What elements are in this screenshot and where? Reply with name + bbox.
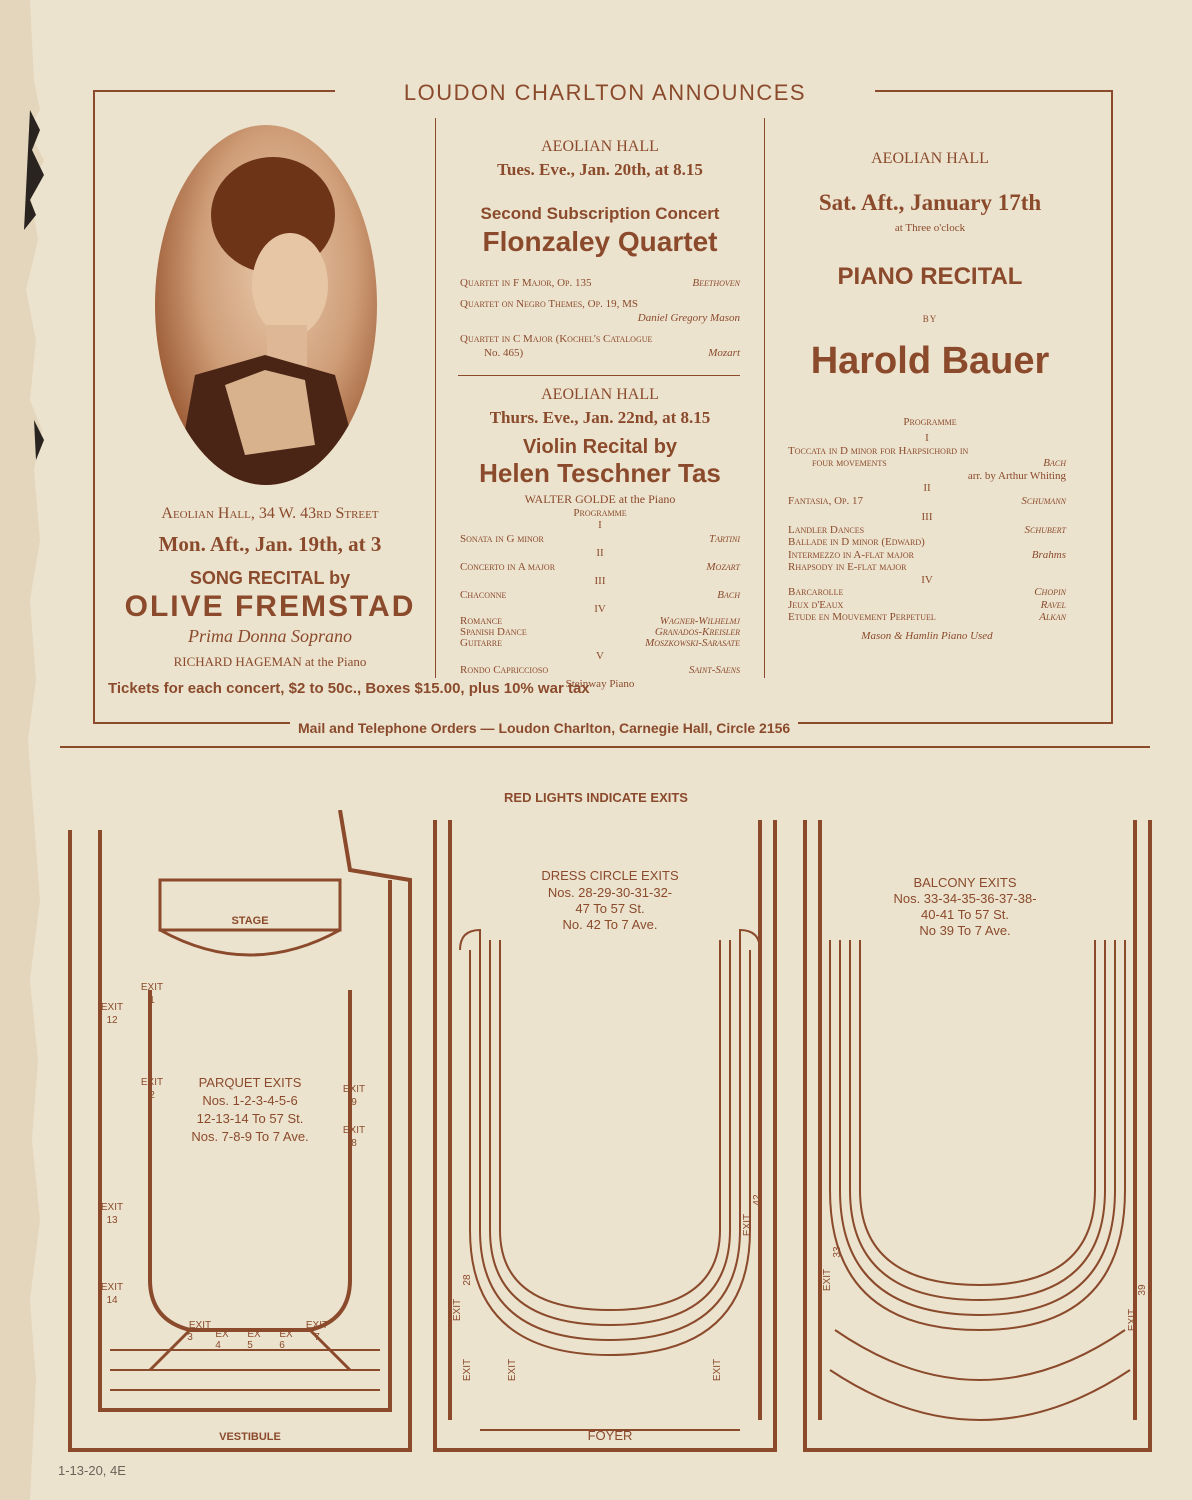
m2-composer-4c: Moszkowski-Sarasate xyxy=(645,637,740,649)
middle1-date: Tues. Eve., Jan. 20th, at 8.15 xyxy=(497,160,703,179)
right-date: Sat. Aft., January 17th xyxy=(818,190,1042,215)
svg-text:28: 28 xyxy=(462,1274,473,1286)
exit-label-30: EXIT xyxy=(507,1358,518,1382)
left-event: SONG RECITAL by xyxy=(189,568,351,588)
m2-composer-4a: Wagner-Wilhelmj xyxy=(659,615,740,627)
dress-circle-line-3: No. 42 To 7 Ave. xyxy=(562,917,658,932)
right-artist: Harold Bauer xyxy=(810,340,1050,382)
m2-num-1: I xyxy=(598,519,602,531)
r-piece-4c: Etude en Mouvement Perpetuel xyxy=(788,611,936,623)
r-piece-4b: Jeux d'Eaux xyxy=(788,598,844,611)
exit-label-31: EXIT xyxy=(712,1358,723,1382)
ex-label-5: EX xyxy=(247,1329,261,1340)
exit-label-8: EXIT xyxy=(342,1125,366,1136)
column-divider-left xyxy=(435,118,436,678)
r-piece-4a: Barcarolle xyxy=(788,586,844,598)
r-num-1: I xyxy=(925,432,929,444)
balcony-title: BALCONY EXITS xyxy=(913,875,1017,890)
m2-piece-4b: Spanish Dance xyxy=(460,626,527,638)
middle1-event: Second Subscription Concert xyxy=(480,204,720,223)
r-composer-1: Bach xyxy=(1043,457,1066,469)
right-programme xyxy=(788,432,1066,642)
exit-label-1: EXIT xyxy=(140,982,164,993)
balcony-line-1: Nos. 33-34-35-36-37-38- xyxy=(893,891,1037,906)
m2-piano: Steinway Piano xyxy=(565,678,635,690)
svg-text:8: 8 xyxy=(351,1138,357,1149)
r-composer-4a: Chopin xyxy=(1034,586,1066,598)
exit-label-3: EXIT xyxy=(188,1320,212,1331)
svg-text:7: 7 xyxy=(314,1332,320,1343)
middle2-event: Violin Recital by xyxy=(522,436,678,458)
m2-num-5: V xyxy=(596,650,604,662)
m1-piece-3b: No. 465) xyxy=(484,347,524,359)
middle1-artist: Flonzaley Quartet xyxy=(482,226,718,257)
m1-piece-2: Quartet on Negro Themes, Op. 19, MS xyxy=(460,298,638,310)
portrait-figure xyxy=(155,125,377,485)
portrait-photo xyxy=(155,125,377,485)
m2-num-4: IV xyxy=(594,603,606,615)
exit-label-29: EXIT xyxy=(462,1358,473,1382)
m1-piece-3: Quartet in C Major (Kochel's Catalogue xyxy=(460,333,653,345)
dress-circle-title: DRESS CIRCLE EXITS xyxy=(541,868,679,883)
m2-piece-2: Concerto in A major xyxy=(460,561,556,573)
parquet-line-1: Nos. 1-2-3-4-5-6 xyxy=(202,1093,298,1108)
parquet-seating xyxy=(150,990,350,1330)
r-piece-2: Fantasia, Op. 17 xyxy=(788,494,863,507)
m2-piece-4c: Guitarre xyxy=(460,637,502,649)
svg-text:13: 13 xyxy=(106,1215,118,1226)
svg-text:3: 3 xyxy=(187,1332,193,1343)
r-num-3: III xyxy=(921,511,933,523)
r-num-4: IV xyxy=(921,573,933,586)
r-piece-3a: Landler Dances xyxy=(788,523,865,536)
parquet-line-3: Nos. 7-8-9 To 7 Ave. xyxy=(191,1129,309,1144)
r-composer-2: Schumann xyxy=(1021,494,1066,507)
page-divider xyxy=(60,746,1150,748)
r-num-2: II xyxy=(923,482,931,494)
right-venue: AEOLIAN HALL xyxy=(871,150,989,167)
svg-text:9: 9 xyxy=(351,1097,357,1108)
vestibule-label: VESTIBULE xyxy=(219,1431,281,1443)
svg-text:5: 5 xyxy=(247,1340,253,1351)
right-time: at Three o'clock xyxy=(894,222,966,234)
m2-composer-1: Tartini xyxy=(708,533,740,545)
balcony-line-2: 40-41 To 57 St. xyxy=(921,907,1009,922)
tickets-line: Tickets for each concert, $2 to 50c., Boxes $15.00, plus 10% war tax xyxy=(108,680,590,697)
middle1-programme xyxy=(460,276,740,360)
left-date: Mon. Aft., Jan. 19th, at 3 xyxy=(158,532,382,556)
r-piece-3d: Rhapsody in E-flat major xyxy=(788,561,907,573)
middle2-accompanist: WALTER GOLDE at the Piano xyxy=(524,492,676,506)
m2-composer-4b: Granados-Kreisler xyxy=(654,626,740,638)
archive-stamp: 1-13-20, 4E xyxy=(58,1463,126,1478)
announcement-title: LOUDON CHARLTON ANNOUNCES xyxy=(335,80,875,106)
m1-composer-2: Daniel Gregory Mason xyxy=(637,312,740,324)
balcony-line-3: No 39 To 7 Ave. xyxy=(919,923,1011,938)
exit-label-33: EXIT xyxy=(822,1268,833,1292)
exit-label-28: EXIT xyxy=(452,1298,463,1322)
m1-piece-1: Quartet in F Major, Op. 135 xyxy=(460,277,592,289)
r-composer-3b: Brahms xyxy=(1031,548,1066,561)
left-artist: OLIVE FREMSTAD xyxy=(124,590,416,623)
exit-label-39: EXIT xyxy=(1127,1308,1138,1332)
parquet-line-2: 12-13-14 To 57 St. xyxy=(196,1111,304,1126)
middle2-date: Thurs. Eve., Jan. 22nd, at 8.15 xyxy=(489,408,711,427)
ex-label-6: EX xyxy=(279,1329,293,1340)
dress-circle-line-2: 47 To 57 St. xyxy=(575,901,645,916)
r-composer-4c: Alkan xyxy=(1039,611,1066,623)
right-by: BY xyxy=(922,314,938,324)
left-venue: Aeolian Hall, 34 W. 43rd Street xyxy=(161,505,379,522)
exit-label-7: EXIT xyxy=(305,1320,329,1331)
exit-label-13: EXIT xyxy=(100,1202,124,1213)
column-divider-right xyxy=(764,118,765,678)
dress-circle-line-1: Nos. 28-29-30-31-32- xyxy=(547,885,673,900)
left-role: Prima Donna Soprano xyxy=(187,626,352,646)
svg-text:42: 42 xyxy=(752,1194,763,1206)
right-event: PIANO RECITAL xyxy=(837,263,1023,290)
m2-num-3: III xyxy=(594,575,606,587)
m2-piece-1: Sonata in G minor xyxy=(460,533,544,545)
foyer-label: FOYER xyxy=(587,1428,633,1443)
exit-label-12: EXIT xyxy=(100,1002,124,1013)
left-accompanist: RICHARD HAGEMAN at the Piano xyxy=(173,654,367,669)
svg-text:12: 12 xyxy=(106,1015,118,1026)
middle1-venue: AEOLIAN HALL xyxy=(541,138,659,155)
svg-text:1: 1 xyxy=(149,995,155,1006)
middle-separator xyxy=(458,375,740,376)
middle2-programme xyxy=(460,518,740,691)
m2-composer-2: Mozart xyxy=(706,561,740,573)
m2-piece-5: Rondo Capriccioso xyxy=(460,664,549,676)
m2-piece-3: Chaconne xyxy=(460,589,507,601)
exit-label-2: EXIT xyxy=(140,1077,164,1088)
exit-label-9: EXIT xyxy=(342,1084,366,1095)
m2-piece-4a: Romance xyxy=(460,615,503,627)
m2-num-2: II xyxy=(596,547,604,559)
exit-label-42: EXIT xyxy=(742,1213,753,1237)
r-piece-3b: Ballade in D minor (Edward) xyxy=(788,536,925,548)
middle2-programme-heading: Programme xyxy=(573,507,627,519)
svg-text:4: 4 xyxy=(215,1340,221,1351)
right-programme-heading: Programme xyxy=(903,416,957,428)
stage-label: STAGE xyxy=(231,915,269,927)
r-piece-1b: four movements xyxy=(812,457,887,469)
m2-composer-5: Saint-Saens xyxy=(688,664,740,676)
m1-composer-3: Mozart xyxy=(708,347,740,359)
parquet-title: PARQUET EXITS xyxy=(198,1075,302,1090)
middle2-artist: Helen Teschner Tas xyxy=(479,458,721,488)
m2-composer-3: Bach xyxy=(717,589,740,601)
svg-text:6: 6 xyxy=(279,1340,285,1351)
r-piece-1: Toccata in D minor for Harpsichord in xyxy=(788,444,969,457)
floor-plans xyxy=(40,810,1170,1460)
m1-composer-1: Beethoven xyxy=(692,277,740,289)
r-composer-4b: Ravel xyxy=(1040,598,1066,611)
r-arranger: arr. by Arthur Whiting xyxy=(967,469,1066,482)
svg-text:14: 14 xyxy=(106,1295,118,1306)
svg-text:33: 33 xyxy=(832,1246,843,1258)
svg-text:2: 2 xyxy=(149,1090,155,1101)
exit-label-14: EXIT xyxy=(100,1282,124,1293)
r-piece-3c: Intermezzo in A-flat major xyxy=(788,548,915,561)
mail-orders-line: Mail and Telephone Orders — Loudon Charlton, Carnegie Hall, Circle 2156 xyxy=(290,720,798,736)
exits-heading: RED LIGHTS INDICATE EXITS xyxy=(504,790,688,805)
middle2-venue: AEOLIAN HALL xyxy=(541,386,659,403)
ex-label-4: EX xyxy=(215,1329,229,1340)
svg-text:39: 39 xyxy=(1137,1284,1148,1296)
r-piano: Mason & Hamlin Piano Used xyxy=(861,629,993,642)
r-composer-3a: Schubert xyxy=(1024,523,1066,536)
